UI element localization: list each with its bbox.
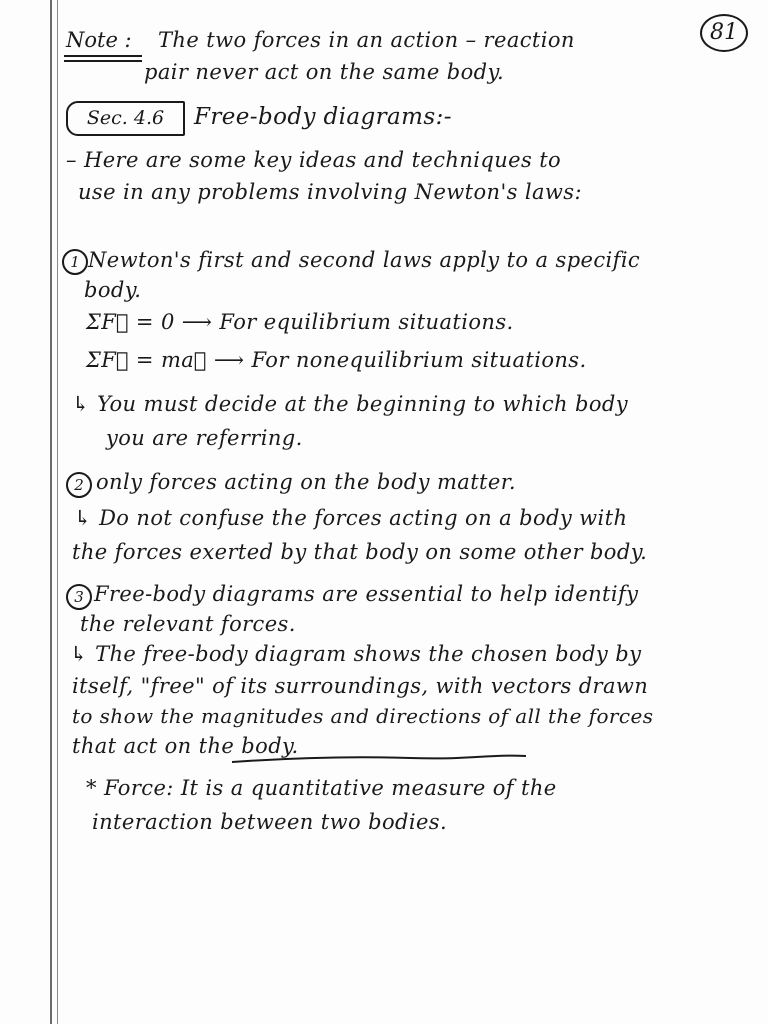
point-3-sub-line-3: to show the magnitudes and directions of all the forces	[72, 704, 654, 728]
note-underline	[64, 55, 142, 57]
note-underline-double	[64, 60, 142, 62]
section-number-box: Sec. 4.6	[66, 101, 185, 136]
point-1-number: 1	[62, 249, 88, 275]
equation-equilibrium: ΣF⃗ = 0 ⟶ For equilibrium situations.	[86, 310, 514, 334]
point-2-sub-line-1: ↳ Do not confuse the forces acting on a body with	[74, 506, 628, 530]
point-3-sub-line-1: ↳ The free-body diagram shows the chosen body by	[70, 642, 642, 666]
note-line-1: The two forces in an action – reaction	[158, 28, 575, 52]
page-number: 81	[700, 14, 748, 52]
note-line-2: pair never act on the same body.	[144, 60, 505, 84]
point-3-number: 3	[66, 584, 92, 610]
margin-line-right	[57, 0, 58, 1024]
margin-line-left	[50, 0, 52, 1024]
point-3-sub-line-4: that act on the body.	[72, 734, 299, 758]
point-1-sub-line-1: ↳ You must decide at the beginning to which body	[72, 392, 629, 416]
intro-line-2: use in any problems involving Newton's laws:	[78, 180, 582, 204]
note-label: Note :	[66, 28, 132, 52]
point-1-line-1: Newton's first and second laws apply to a specific	[88, 248, 641, 272]
point-3-line-1: Free-body diagrams are essential to help identify	[94, 582, 639, 606]
equation-nonequilibrium: ΣF⃗ = ma⃗ ⟶ For nonequilibrium situations.	[86, 348, 587, 372]
point-2-number: 2	[66, 472, 92, 498]
point-3-line-2: the relevant forces.	[80, 612, 296, 636]
force-definition-line-1: * Force: It is a quantitative measure of the	[86, 776, 557, 800]
force-definition-line-2: interaction between two bodies.	[92, 810, 448, 834]
point-3-sub-line-2: itself, "free" of its surroundings, with vectors drawn	[72, 674, 649, 698]
point-2-sub-line-2: the forces exerted by that body on some other body.	[72, 540, 648, 564]
section-title: Free-body diagrams:-	[194, 104, 452, 130]
point-1-line-2: body.	[84, 278, 142, 302]
point-1-sub-line-2: you are referring.	[106, 426, 303, 450]
point-2-line-1: only forces acting on the body matter.	[96, 470, 516, 494]
emphasis-underline	[230, 752, 530, 766]
intro-line-1: – Here are some key ideas and techniques to	[66, 148, 562, 172]
